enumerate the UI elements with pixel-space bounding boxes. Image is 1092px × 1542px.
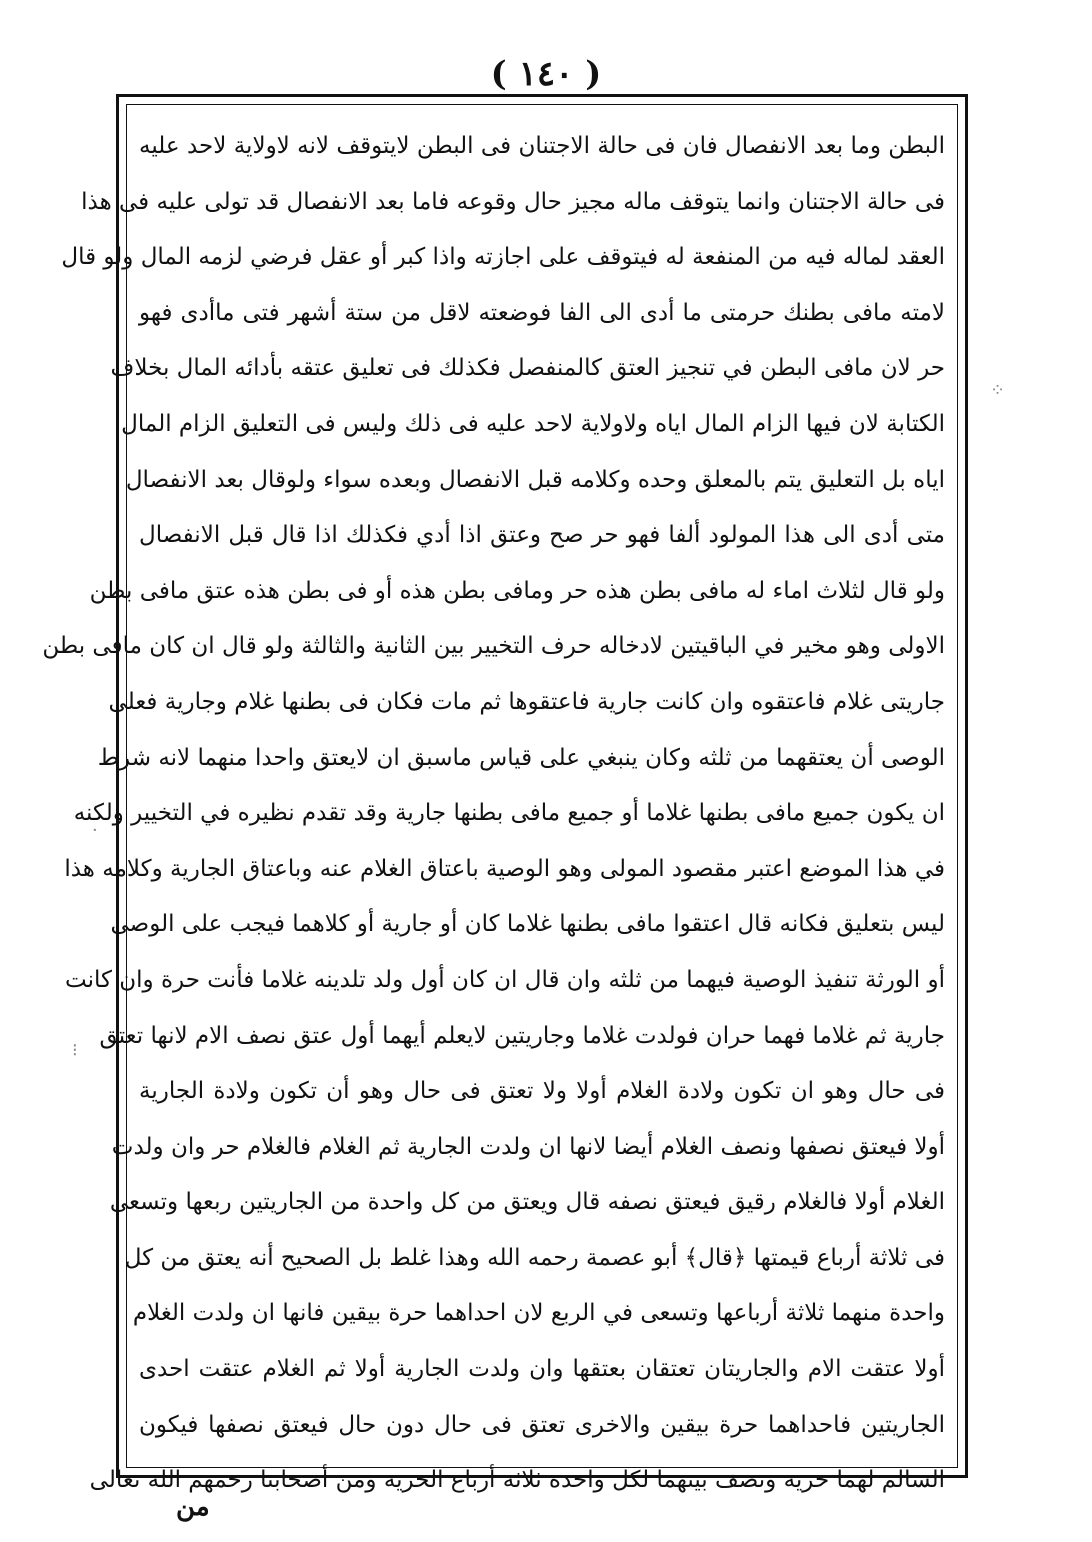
margin-speck: ⁝ [72, 1040, 78, 1061]
text-line: أولا فيعتق نصفها ونصف الغلام أيضا لانها ان ولدت الجارية ثم الغلام فالغلام حر وان ولدت [111, 1133, 945, 1160]
text-line: السالم لهما حرية ونصف بينهما لكل واحدة ثلاثة أرباع الحرية ومن أصحابنا رحمهم الله تعالى [89, 1467, 945, 1494]
text-body [42, 119, 945, 1509]
page-number: ( ١٤٠ ) [490, 54, 602, 94]
text-line: الوصى أن يعتقهما من ثلثه وكان ينبغي على قياس ماسبق ان لايعتق واحدا منهما لانه شرط [97, 744, 945, 771]
text-line: العقد لماله فيه من المنفعة له فيتوقف على اجازته واذا كبر أو عقل فرضي لزمه المال ولو قال [61, 244, 945, 271]
text-line: ان يكون جميع مافى بطنها غلاما أو جميع مافى بطنها جارية وقد تقدم نظيره في التخيير ولكنه [73, 800, 945, 827]
text-line: ليس بتعليق فكانه قال اعتقوا مافى بطنها غلاما كان أو جارية أو كلاهما فيجب على الوصى [110, 911, 945, 938]
text-line: جارية ثم غلاما فهما حران فولدت غلاما وجاريتين لايعلم أيهما أول عتق نصف الام لانها تعتق [99, 1022, 945, 1049]
text-line: متى أدى الى هذا المولود ألفا فهو حر صح وعتق اذا أدي فكذلك اذا قال قبل الانفصال [139, 522, 945, 549]
text-line: فى حال وهو ان تكون ولادة الغلام أولا ولا تعتق فى حال وهو أن تكون ولادة الجارية [139, 1078, 945, 1105]
text-line: الغلام أولا فالغلام رقيق فيعتق نصفه قال ويعتق من كل واحدة من الجاريتين ربعها وتسعى [109, 1189, 945, 1216]
text-line: واحدة منهما ثلاثة أرباعها وتسعى في الربع لان احداهما حرة بيقين فانها ان ولدت الغلام [132, 1300, 945, 1327]
text-line: أولا عتقت الام والجاريتان تعتقان بعتقها وان ولدت الجارية أولا ثم الغلام عتقت احدى [139, 1356, 945, 1383]
text-line: الجاريتين فاحداهما حرة بيقين والاخرى تعتق فى حال دون حال فيعتق نصفها فيكون [139, 1411, 945, 1438]
text-line: فى حالة الاجتنان وانما يتوقف ماله مجيز حال وقوعه فاما بعد الانفصال قد تولى عليه فى هذا [81, 188, 945, 215]
catchword: من [176, 1492, 210, 1522]
text-line: البطن وما بعد الانفصال فان فى حالة الاجتنان فى البطن لايتوقف لانه لاولاية لاحد عليه [139, 133, 945, 159]
text-line: لامته مافى بطنك حرمتى ما أدى الى الفا فوضعته لاقل من ستة أشهر فتى ماأدى فهو [139, 299, 945, 326]
text-line: الاولى وهو مخير في الباقيتين لادخاله حرف التخيير بين الثانية والثالثة ولو قال ان كان مافى بطن [42, 633, 945, 660]
text-line: أو الورثة تنفيذ الوصية فيهما من ثلثه وان قال ان كان أول ولد تلدينه غلاما فأنت حرة وان كانت [65, 966, 945, 993]
text-line: الكتابة لان فيها الزام المال اياه ولاولاية لاحد عليه فى ذلك وليس فى التعليق الزام المال [121, 410, 945, 437]
text-line: حر لان مافى البطن في تنجيز العتق كالمنفصل فكذلك فى تعليق عتقه بأدائه المال بخلاف [110, 355, 945, 382]
text-frame [42, 94, 968, 1494]
text-line: جاريتى غلام فاعتقوه وان كانت جارية فاعتقوها ثم مات فكان فى بطنها غلام وجارية فعلى [108, 688, 945, 715]
margin-speck: · [92, 820, 98, 841]
text-line: ولو قال لثلاث اماء له مافى بطن هذه حر ومافى بطن هذه أو فى بطن هذه عتق مافى بطن [89, 577, 945, 604]
text-line: اياه بل التعليق يتم بالمعلق وحده وكلامه قبل الانفصال وبعده سواء ولوقال بعد الانفصال [125, 466, 945, 493]
margin-speck: ⁘ [990, 380, 1006, 401]
text-line: فى ثلاثة أرباع قيمتها ﴿قال﴾ أبو عصمة رحمه الله وهذا غلط بل الصحيح أنه يعتق من كل [124, 1244, 945, 1271]
text-line: في هذا الموضع اعتبر مقصود المولى وهو الوصية باعتاق الغلام عنه وباعتاق الجارية وكلامه هذا [64, 855, 945, 882]
